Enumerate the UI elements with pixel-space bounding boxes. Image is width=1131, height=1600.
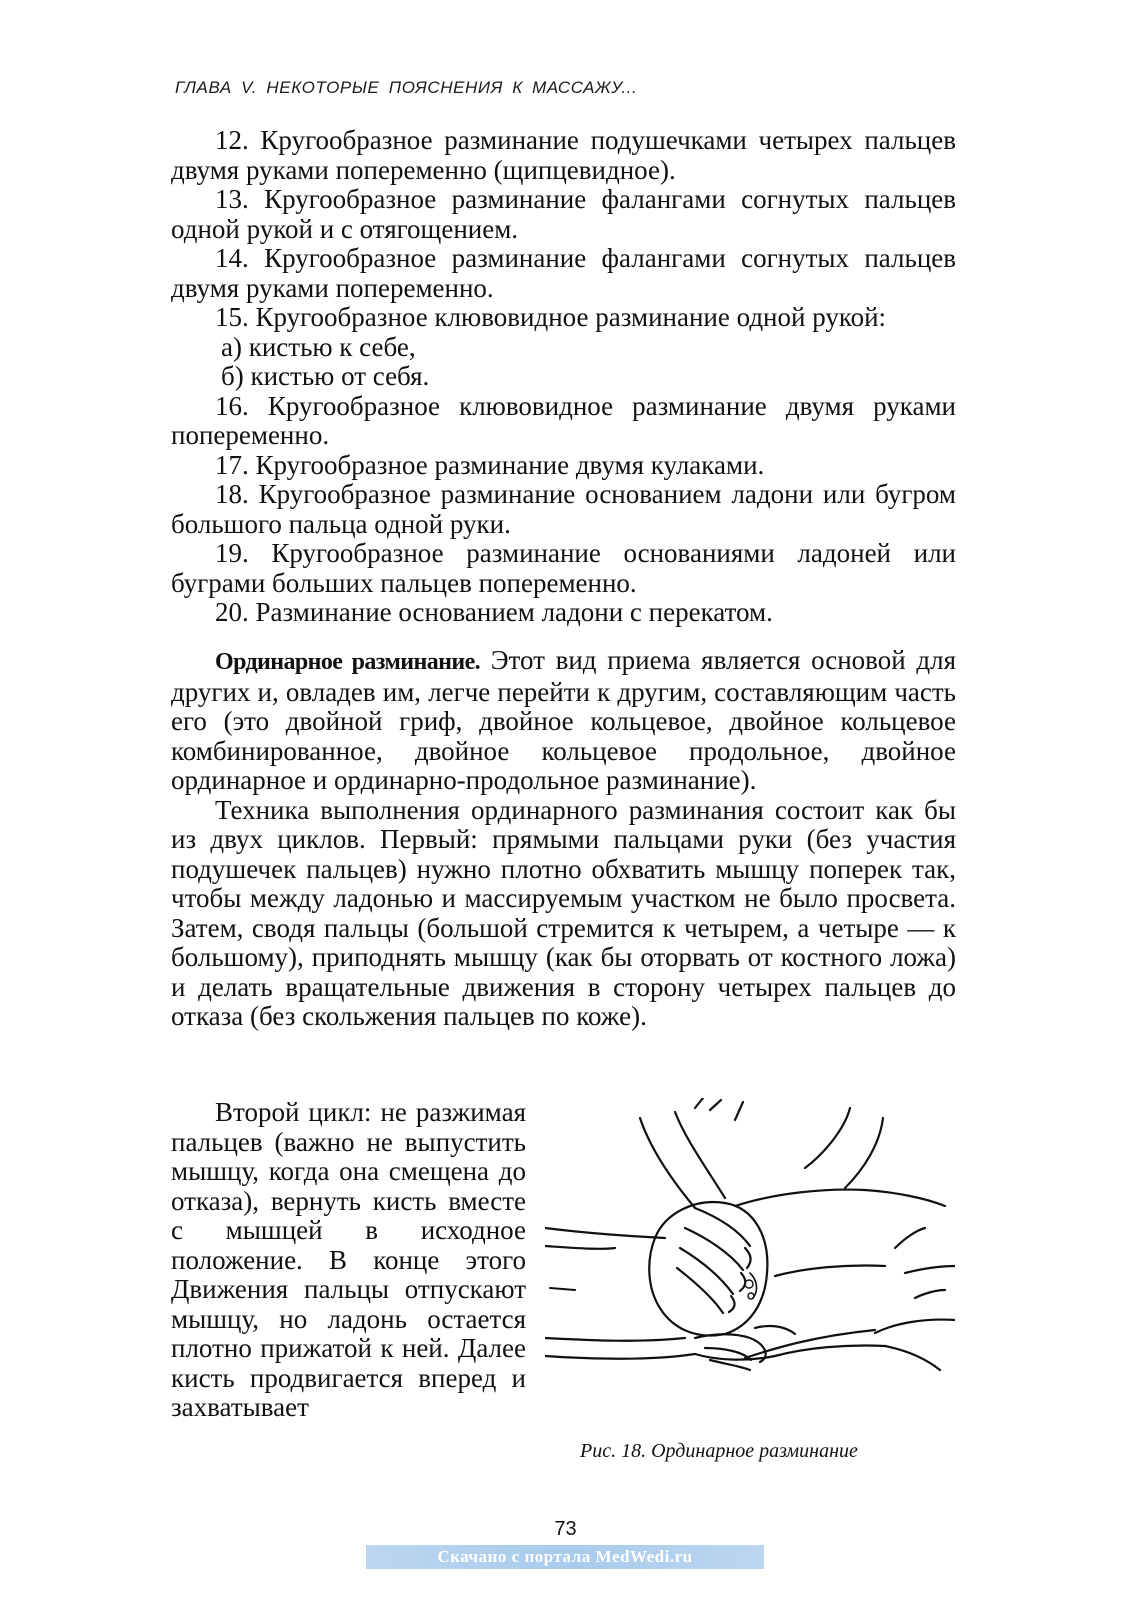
- list-item: 14. Кругообразное разминание фалангами согнутых пальцев двумя руками попеременно.: [171, 243, 956, 303]
- technique-list: [171, 126, 956, 628]
- list-item: 18. Кругообразное разминание основанием ладони или бугром большого пальца одной руки.: [171, 479, 956, 539]
- list-item: 12. Кругообразное разминание подушечками четырех пальцев двумя руками попеременно (щипцевидное).: [171, 125, 956, 185]
- list-item: 17. Кругообразное разминание двумя кулаками.: [215, 449, 765, 480]
- section-paragraph: Второй цикл: не разжимая пальцев (важно не выпустить мышцу, когда она смещена до отказа), вернуть кисть вместе с мышцей в исходное положение. В конце этого Движения пальцы отпускают мышцу, но ладонь остается плотно прижатой к ней. Далее кисть продвигается вперед и захватывает: [171, 1097, 526, 1422]
- list-item: 19. Кругообразное разминание основаниями ладоней или буграми больших пальцев попеременно.: [171, 538, 956, 598]
- section-ordinary-kneading: [171, 646, 956, 1032]
- list-item: 20. Разминание основанием ладони с перекатом.: [215, 597, 773, 627]
- list-subitem: а) кистью к себе,: [221, 331, 416, 362]
- list-subitem: б) кистью от себя.: [221, 361, 430, 391]
- left-column-text: [171, 1098, 526, 1423]
- figure-caption: Рис. 18. Ординарное разминание: [580, 1440, 858, 1462]
- list-item: 13. Кругообразное разминание фалангами согнутых пальцев одной рукой и с отягощением.: [171, 184, 956, 244]
- list-item: 16. Кругообразное клювовидное разминание двумя руками попеременно.: [171, 390, 956, 450]
- list-item: 15. Кругообразное клювовидное разминание одной рукой:: [215, 302, 887, 332]
- section-lead: Ординарное разминание.: [215, 649, 481, 675]
- download-watermark[interactable]: Скачано с портала MedWedi.ru: [366, 1545, 764, 1569]
- section-paragraph: [171, 646, 956, 796]
- running-head: ГЛАВА V. НЕКОТОРЫЕ ПОЯСНЕНИЯ К МАССАЖУ...: [175, 78, 638, 97]
- page-number: 73: [554, 1518, 577, 1540]
- paragraph-text: Этот вид приема является основой для других и, овладев им, легче перейти к другим, составляющим часть его (это двойной гриф, двойное кольцевое, двойное кольцевое комбинированное, двойное кольцевое продольное, двойное ординарное и ординарно-продольное разминание).: [171, 645, 956, 795]
- massage-illustration: [545, 1098, 955, 1438]
- section-paragraph: Техника выполнения ординарного разминания состоит как бы из двух циклов. Первый: прямыми пальцами руки (без участия подушечек пальцев) нужно плотно обхватить мышцу поперек так, чтобы между ладонью и массируемым участком не было просвета. Затем, сводя пальцы (большой стремится к четырем, а четыре — к большому), приподнять мышцу (как бы оторвать от костного ложа) и делать вращательные движения в сторону четырех пальцев до отказа (без скольжения пальцев по коже).: [171, 794, 956, 1031]
